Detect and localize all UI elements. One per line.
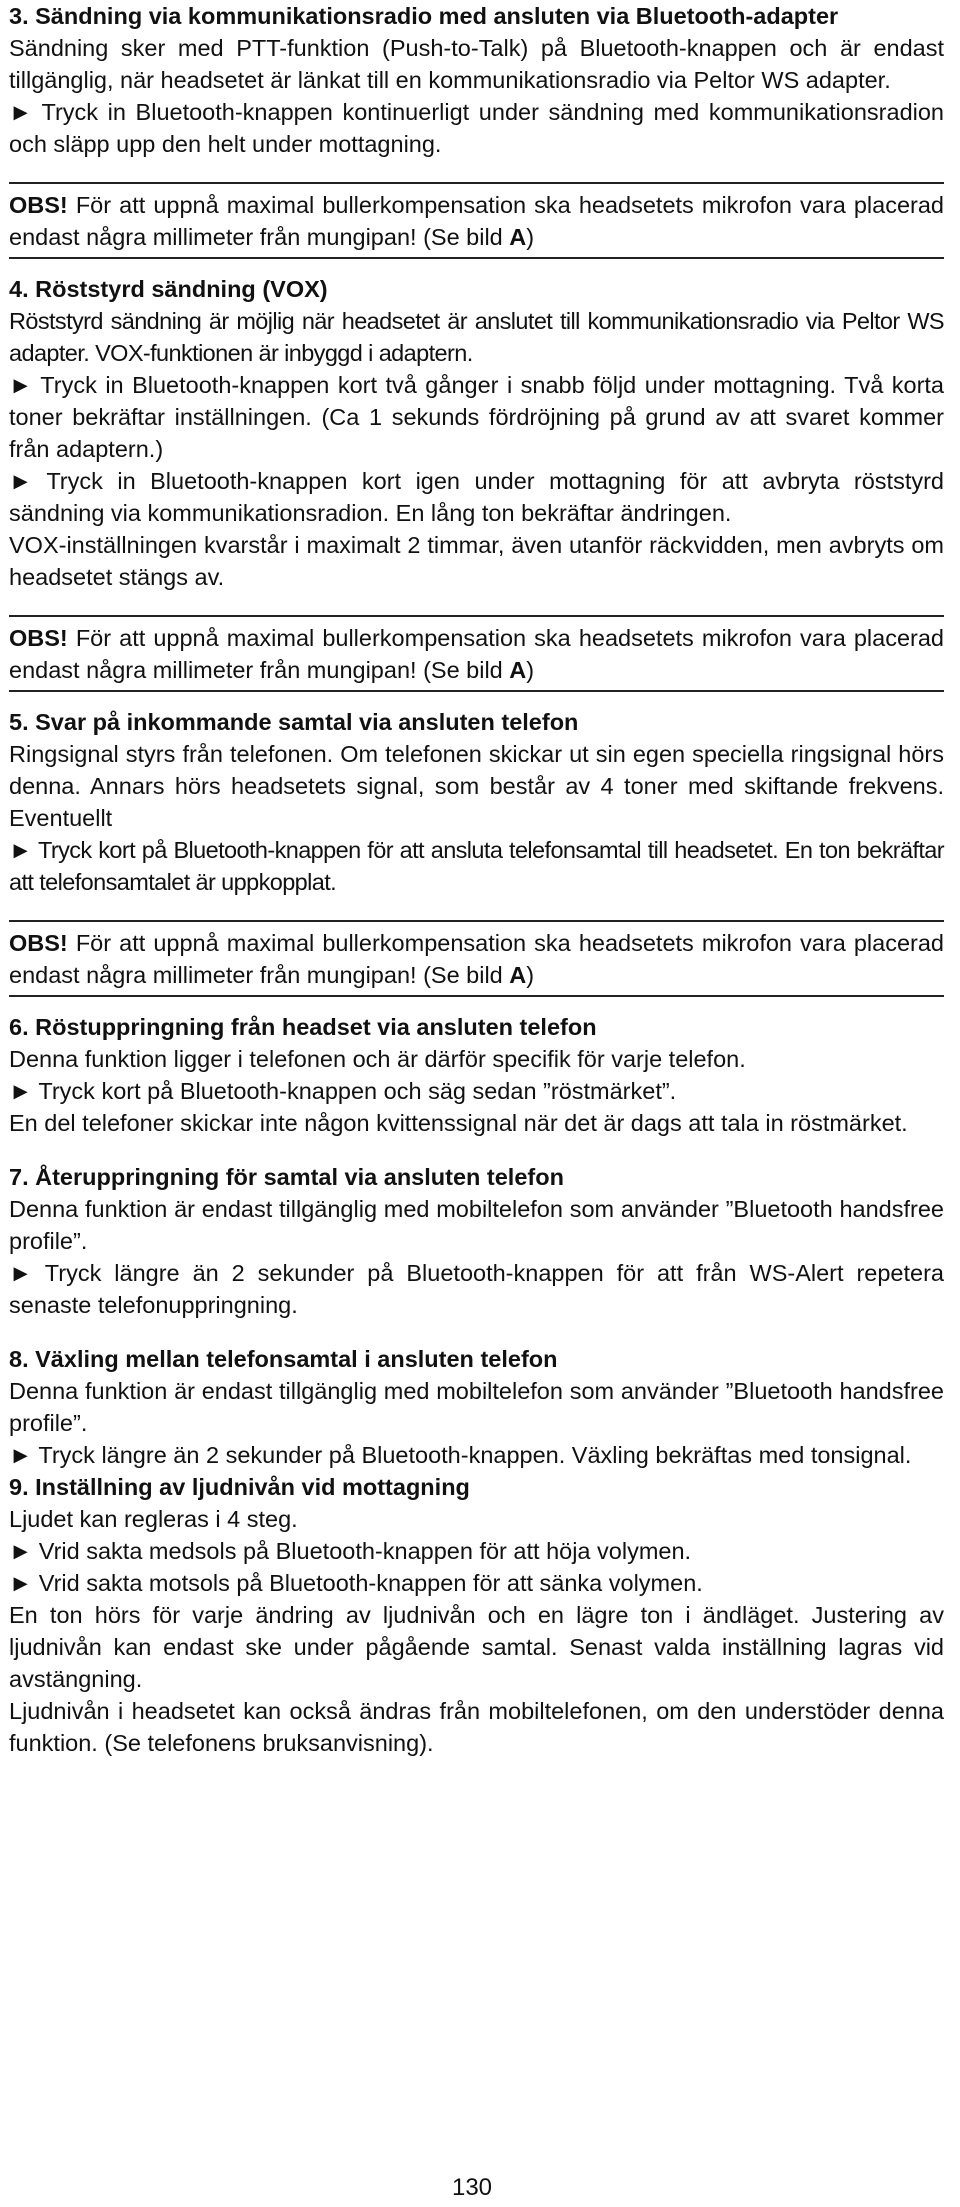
paragraph: Röststyrd sändning är möjlig när headsetet är anslutet till kommunikationsradio via Peltor WS adapter. VOX-funktionen är inbyggd i adaptern.	[9, 308, 944, 366]
instruction: ► Tryck längre än 2 sekunder på Bluetooth-knappen för att från WS-Alert repetera senaste telefonuppringning.	[9, 1260, 944, 1318]
instruction: ► Tryck in Bluetooth-knappen kontinuerligt under sändning med kommunikationsradion och släpp upp den helt under mottagning.	[9, 99, 944, 157]
paragraph: En ton hörs för varje ändring av ljudnivån och en lägre ton i ändläget. Justering av ljudnivån kan endast ske under pågående samtal. Senast valda inställning lagras vid avstängning.	[9, 1602, 944, 1692]
instruction: ► Vrid sakta medsols på Bluetooth-knappen för att höja volymen.	[9, 1538, 692, 1564]
instruction: ► Tryck in Bluetooth-knappen kort igen under mottagning för att avbryta röststyrd sändning via kommunikationsradion. En lång ton bekräftar ändringen.	[9, 468, 944, 526]
paragraph: Denna funktion är endast tillgänglig med mobiltelefon som använder ”Bluetooth handsfree profile”.	[9, 1196, 944, 1254]
section-7	[9, 1161, 944, 1321]
obs-note: OBS! För att uppnå maximal bullerkompensation ska headsetets mikrofon vara placerad endast några millimeter från mungipan! (Se bild A)	[9, 615, 944, 692]
section-4	[9, 273, 944, 593]
section-heading: 3. Sändning via kommunikationsradio med ansluten via Bluetooth-adapter	[9, 3, 839, 29]
obs-label: OBS!	[9, 930, 68, 956]
section-heading: 5. Svar på inkommande samtal via ansluten telefon	[9, 709, 579, 735]
paragraph: Ljudet kan regleras i 4 steg.	[9, 1506, 298, 1532]
obs-label: OBS!	[9, 625, 68, 651]
section-5	[9, 706, 944, 898]
obs-text: För att uppnå maximal bullerkompensation ska headsetets mikrofon vara placerad endast några millimeter från mungipan! (Se bild	[9, 192, 944, 250]
section-3	[9, 0, 944, 160]
obs-text: För att uppnå maximal bullerkompensation ska headsetets mikrofon vara placerad endast några millimeter från mungipan! (Se bild	[9, 625, 944, 683]
instruction: ► Tryck kort på Bluetooth-knappen för att ansluta telefonsamtal till headsetet. En ton bekräftar att telefonsamtalet är uppkopplat.	[9, 837, 944, 895]
paragraph: VOX-inställningen kvarstår i maximalt 2 timmar, även utanför räckvidden, men avbryts om headsetet stängs av.	[9, 532, 944, 590]
paragraph: Sändning sker med PTT-funktion (Push-to-Talk) på Bluetooth-knappen och är endast tillgänglig, när headsetet är länkat till en kommunikationsradio via Peltor WS adapter.	[9, 35, 944, 93]
obs-bild-ref: A	[509, 224, 527, 250]
page-number: 130	[451, 2174, 493, 2201]
section-9	[9, 1471, 944, 1759]
instruction: ► Tryck in Bluetooth-knappen kort två gånger i snabb följd under mottagning. Två korta toner bekräftar inställningen. (Ca 1 sekunds fördröjning på grund av att svaret kommer från adaptern.)	[9, 372, 944, 462]
instruction: ► Tryck kort på Bluetooth-knappen och säg sedan ”röstmärket”.	[9, 1078, 677, 1104]
obs-note: OBS! För att uppnå maximal bullerkompensation ska headsetets mikrofon vara placerad endast några millimeter från mungipan! (Se bild A)	[9, 182, 944, 259]
obs-bild-ref: A	[509, 962, 527, 988]
section-8	[9, 1343, 944, 1471]
paragraph: En del telefoner skickar inte någon kvittenssignal när det är dags att tala in röstmärket.	[9, 1110, 908, 1136]
obs-text: För att uppnå maximal bullerkompensation ska headsetets mikrofon vara placerad endast några millimeter från mungipan! (Se bild	[9, 930, 944, 988]
obs-bild-ref: A	[509, 657, 527, 683]
paragraph: Denna funktion är endast tillgänglig med mobiltelefon som använder ”Bluetooth handsfree profile”.	[9, 1378, 944, 1436]
obs-label: OBS!	[9, 192, 68, 218]
section-heading: 6. Röstuppringning från headset via ansluten telefon	[9, 1014, 597, 1040]
section-6	[9, 1011, 944, 1139]
instruction: ► Vrid sakta motsols på Bluetooth-knappen för att sänka volymen.	[9, 1570, 703, 1596]
instruction: ► Tryck längre än 2 sekunder på Bluetooth-knappen. Växling bekräftas med tonsignal.	[9, 1442, 912, 1468]
paragraph: Ringsignal styrs från telefonen. Om telefonen skickar ut sin egen speciella ringsignal hörs denna. Annars hörs headsetets signal, som består av 4 toner med skiftande frekvens. Eventuellt	[9, 741, 944, 831]
obs-note: OBS! För att uppnå maximal bullerkompensation ska headsetets mikrofon vara placerad endast några millimeter från mungipan! (Se bild A)	[9, 920, 944, 997]
section-heading: 4. Röststyrd sändning (VOX)	[9, 276, 328, 302]
section-heading: 8. Växling mellan telefonsamtal i ansluten telefon	[9, 1346, 558, 1372]
section-heading: 9. Inställning av ljudnivån vid mottagning	[9, 1474, 470, 1500]
paragraph: Denna funktion ligger i telefonen och är därför specifik för varje telefon.	[9, 1046, 746, 1072]
section-heading: 7. Återuppringning för samtal via ansluten telefon	[9, 1164, 564, 1190]
paragraph: Ljudnivån i headsetet kan också ändras från mobiltelefonen, om den understöder denna funktion. (Se telefonens bruksanvisning).	[9, 1698, 944, 1756]
